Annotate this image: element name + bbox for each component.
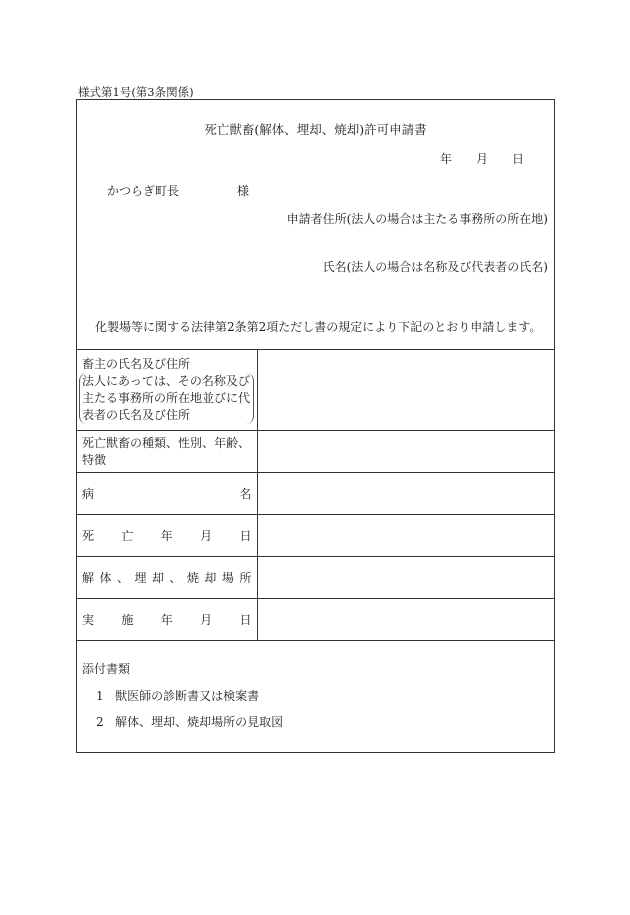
addressee-name: かつらぎ町長 — [107, 184, 180, 198]
application-form — [76, 99, 555, 753]
disease-label-char: 名 — [239, 487, 252, 501]
attachment-item — [96, 687, 283, 704]
table-row-death-date — [77, 515, 554, 557]
applicant-address-label: 申請者住所(法人の場合は主たる事務所の所在地) — [286, 212, 548, 226]
place-label-char: 場 — [221, 571, 234, 585]
place-label-char: 却 — [151, 571, 164, 585]
place-label-char: 、 — [116, 571, 129, 585]
owner-label-cell — [77, 350, 257, 431]
owner-note-line: 表者の氏名及び住所 — [82, 408, 191, 422]
implementation-date-label-char: 実 — [82, 613, 95, 627]
death-date-label-char: 月 — [200, 529, 213, 543]
table-row-disease — [77, 473, 554, 515]
place-label-char: 、 — [169, 571, 182, 585]
place-label-char: 埋 — [134, 571, 147, 585]
disease-value-cell[interactable] — [257, 473, 554, 515]
implementation-date-label-cell — [77, 599, 257, 641]
disease-label-char: 病 — [82, 487, 95, 501]
owner-note — [79, 373, 254, 424]
death-date-label-char: 亡 — [121, 529, 134, 543]
place-label-char: 体 — [99, 571, 112, 585]
addressee-suffix: 様 — [237, 184, 250, 198]
livestock-label-line: 死亡獣畜の種類、性別、年齢、 — [82, 435, 251, 450]
form-number: 様式第1号(第3条関係) — [78, 85, 194, 99]
owner-label: 畜主の氏名及び住所 — [82, 357, 191, 371]
owner-value-cell[interactable] — [257, 350, 554, 431]
date-line: 年 月 日 — [439, 152, 524, 166]
implementation-date-label-char: 施 — [121, 613, 134, 627]
livestock-value-cell[interactable] — [257, 431, 554, 473]
death-date-value-cell[interactable] — [257, 515, 554, 557]
addressee — [107, 182, 249, 199]
attachments-heading: 添付書類 — [82, 662, 131, 676]
place-value-cell[interactable] — [257, 557, 554, 599]
attachment-text: 獣医師の診断書又は検案書 — [115, 689, 260, 703]
livestock-label-line: 特徴 — [82, 452, 107, 467]
death-date-label-char: 年 — [160, 529, 173, 543]
death-date-label-char: 死 — [82, 529, 95, 543]
death-date-label-char: 日 — [239, 529, 252, 543]
declaration-text: 化製場等に関する法律第2条第2項ただし書の規定により下記のとおり申請します。 — [95, 320, 542, 334]
attachment-text: 解体、埋却、焼却場所の見取図 — [115, 715, 284, 729]
owner-note-line: 法人にあっては、その名称及び — [82, 374, 250, 388]
owner-note-line: 主たる事務所の所在地並びに代 — [82, 391, 251, 405]
disease-label-cell — [77, 473, 257, 515]
table-row-owner — [77, 350, 554, 431]
implementation-date-value-cell[interactable] — [257, 599, 554, 641]
form-title: 死亡獣畜(解体、埋却、焼却)許可申請書 — [204, 122, 427, 137]
place-label-cell — [77, 557, 257, 599]
place-label-char: 所 — [239, 571, 252, 585]
place-label-char: 焼 — [186, 571, 199, 585]
table-row-livestock — [77, 431, 554, 473]
implementation-date-label-char: 年 — [160, 613, 173, 627]
livestock-label-cell — [77, 431, 257, 473]
applicant-name-label: 氏名(法人の場合は名称及び代表者の氏名) — [322, 260, 548, 274]
death-date-label-cell — [77, 515, 257, 557]
attachments-section — [82, 660, 283, 739]
implementation-date-label-char: 月 — [200, 613, 213, 627]
table-row-place — [77, 557, 554, 599]
attachment-number: 2 — [96, 715, 104, 729]
implementation-date-label-char: 日 — [239, 613, 252, 627]
place-label-char: 解 — [82, 571, 95, 585]
attachment-item — [96, 713, 283, 730]
application-items-table — [77, 349, 554, 641]
table-row-implementation-date — [77, 599, 554, 641]
place-label-char: 却 — [204, 571, 217, 585]
attachment-number: 1 — [96, 689, 104, 703]
